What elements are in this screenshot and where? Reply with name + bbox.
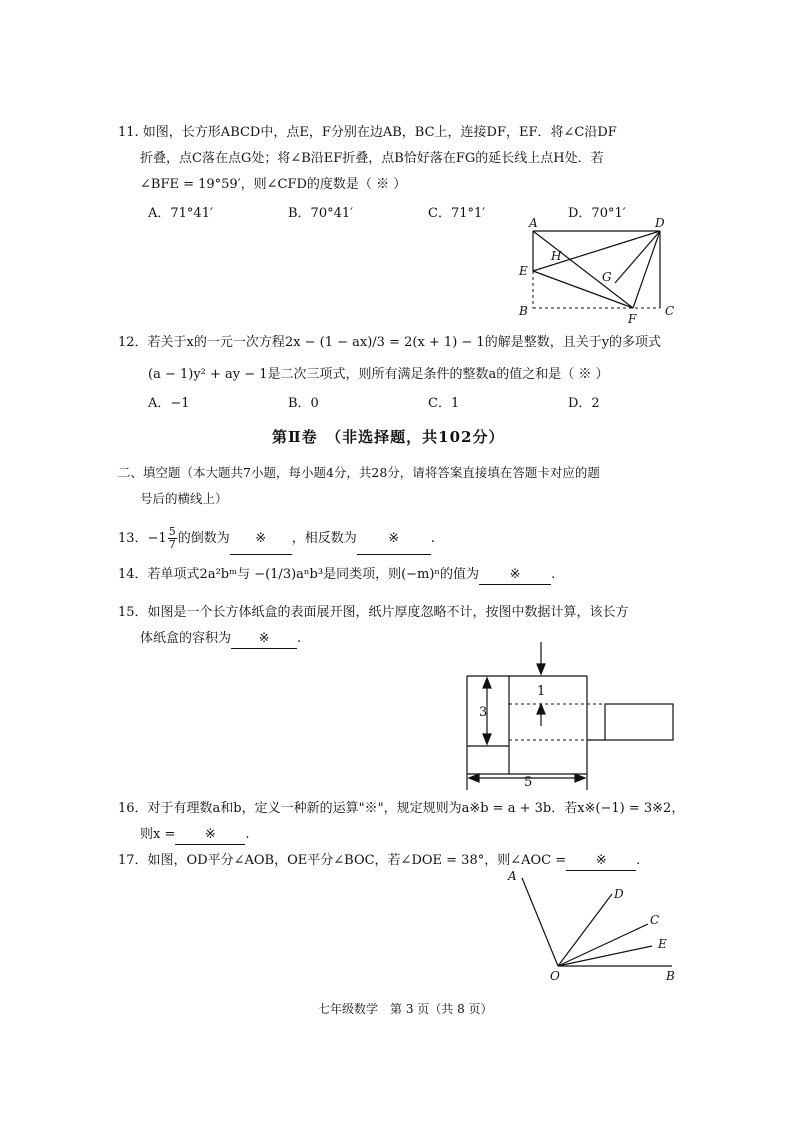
q13-blank-2[interactable]: ※ [357,524,431,555]
q13-frac-num: 5 [168,525,176,538]
q13-end: . [430,531,435,546]
fill-heading: 二、填空题（本大题共7小题，每小题4分，共28分，请将答案直接填在答题卡对应的题 [118,465,600,480]
section-2-title: 第Ⅱ卷 （非选择题，共102分） [272,428,505,446]
q13-prefix: 13．−1 [118,531,167,546]
page-footer: 七年级数学 第 3 页（共 8 页） [318,1002,493,1016]
q13-line [118,524,435,554]
q17-angle-figure [500,866,690,986]
q16-text: 则x = [140,827,176,842]
q14-line [118,566,555,585]
q15-arrow-mid-head [537,704,545,714]
q11-line-df [633,231,660,308]
q11-label-e: E [519,264,528,278]
q15-box-net-figure [455,642,685,792]
q15-line2 [140,630,301,649]
q12-option-d: D．2 [568,396,600,411]
q15-right-flap [605,704,673,740]
q11-line-ef [533,271,633,308]
q11-label-d: D [655,216,665,230]
q11-rectangle-figure [505,215,680,325]
q12-option-c: C．1 [428,396,460,411]
q11-line-dg [615,231,660,283]
q17-label-o: O [550,969,560,983]
q17-text: 17．如图，OD平分∠AOB，OE平分∠BOC，若∠DOE = 38°，则∠AOC = [118,853,567,868]
q15-label-1: 1 [537,684,546,699]
q13-blank-1[interactable]: ※ [230,524,292,555]
q13-mid: 的倒数为 [177,531,230,546]
q11-line3: ∠BFE = 19°59′，则∠CFD的度数是（ ※ ） [140,177,407,192]
q11-label-g: G [602,270,612,284]
q14-text: 14．若单项式2a²bᵐ与 −(1/3)aⁿb³是同类项，则(−m)ⁿ的值为 [118,567,480,582]
q17-label-a: A [508,869,517,883]
q17-label-d: D [614,887,624,901]
q16-line2 [140,826,250,845]
q15-blank[interactable]: ※ [231,630,297,649]
q11-label-b: B [519,304,528,318]
q15-arrow-left-down [483,734,491,744]
q11-line-ag [533,231,633,308]
q12-option-a: A．−1 [148,396,190,411]
q17-blank[interactable]: ※ [566,852,636,871]
q17-ray-oc [558,924,648,966]
q15-label-3: 3 [479,705,488,720]
q17-end: . [636,853,641,868]
q15-arrow-bottom-left [469,774,479,782]
q13-fraction [168,526,177,551]
q13-frac-den: 7 [168,538,176,551]
q12-line2: (a − 1)y² + ay − 1是二次三项式，则所有满足条件的整数a的值之和是（ ※ ） [148,367,609,382]
q12-options [148,392,708,410]
q15-arrow-bottom-right [575,774,585,782]
q15-text: 体纸盒的容积为 [140,631,232,646]
q17-ray-oe [558,946,652,966]
fill-heading-2: 号后的横线上） [140,491,228,506]
q15-line1: 15．如图是一个长方体纸盒的表面展开图，纸片厚度忽略不计，按图中数据计算，该长方 [118,605,629,620]
q16-line1: 16．对于有理数a和b，定义一种新的运算"※"，规定规则为a※b = a + 3b．若x※(−1) = 3※2， [118,801,685,816]
q12-line1: 12．若关于x的一元一次方程2x − (1 − ax)/3 = 2(x + 1) − 1的解是整数，且关于y的多项式 [118,335,662,350]
q11-line2: 折叠，点C落在点G处；将∠B沿EF折叠，点B恰好落在FG的延长线上点H处．若 [140,151,604,166]
q15-arrow-left-up [483,678,491,688]
q11-label-h: H [551,249,562,263]
q11-label-c: C [665,304,675,318]
q11-option-c: C．71°1′ [428,206,486,221]
q11-option-b: B．70°41′ [288,206,354,221]
q11-label-f: F [628,312,637,325]
q16-blank[interactable]: ※ [175,826,245,845]
q13-mid2: ，相反数为 [291,531,357,546]
q17-label-c: C [650,913,660,927]
q11-option-a: A．71°41′ [148,206,213,221]
q17-ray-oa [522,878,558,966]
q11-option-d: D．70°1′ [568,206,626,221]
q11-label-a: A [529,216,538,230]
q11-line1: 11. 如图，长方形ABCD中，点E，F分别在边AB，BC上，连接DF，EF．将∠C沿DF [118,125,617,140]
q16-end: . [245,827,250,842]
q15-label-5: 5 [524,775,533,790]
q17-label-e: E [658,937,667,951]
q17-ray-od [558,894,612,966]
q17-label-b: B [666,969,675,983]
q14-blank[interactable]: ※ [479,566,551,585]
q15-end: . [297,631,302,646]
q14-end: . [551,567,556,582]
q12-option-b: B．0 [288,396,319,411]
q15-arrow-top-head [537,664,545,674]
